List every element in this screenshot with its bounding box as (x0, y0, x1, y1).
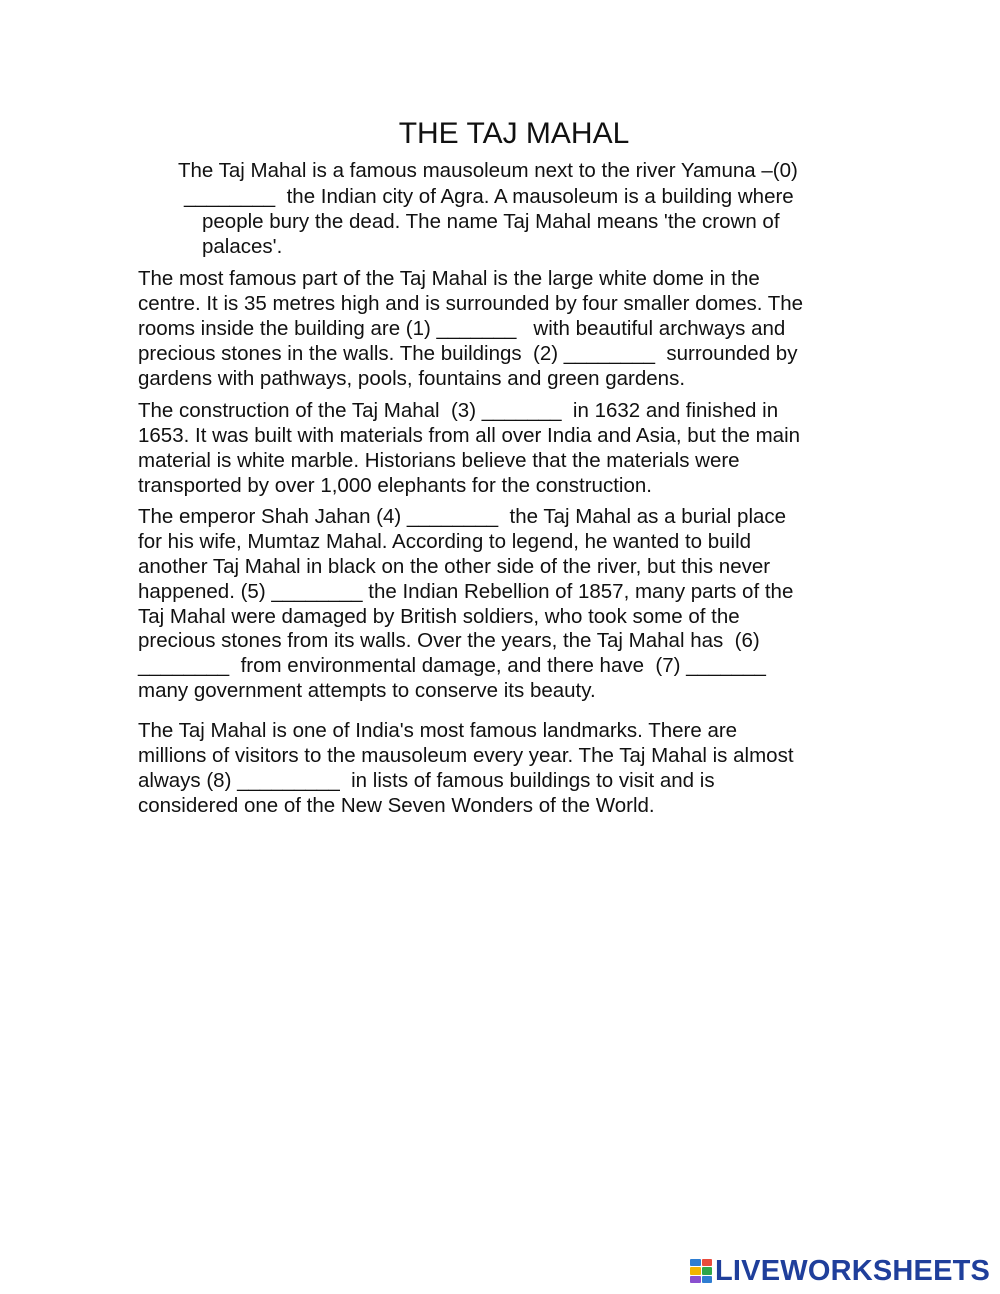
text-line-with-blank-2: precious stones in the walls. The buildings (2) ________ surrounded by (138, 342, 798, 365)
text-line: The most famous part of the Taj Mahal is the large white dome in the (138, 267, 760, 290)
logo-square (690, 1276, 701, 1283)
text-line-with-blank-0: ________ the Indian city of Agra. A mausoleum is a building where (184, 185, 794, 208)
text-line-with-blank-3: The construction of the Taj Mahal (3) _______ in 1632 and finished in (138, 399, 779, 422)
text-line: considered one of the New Seven Wonders of the World. (138, 794, 655, 817)
text-line: The Taj Mahal is a famous mausoleum next to the river Yamuna –(0) (178, 159, 798, 182)
text-line: many government attempts to conserve its beauty. (138, 679, 596, 702)
logo-square (702, 1259, 713, 1266)
text-line: precious stones from its walls. Over the years, the Taj Mahal has (6) (138, 629, 760, 652)
logo-square (690, 1259, 701, 1266)
text-line: another Taj Mahal in black on the other side of the river, but this never (138, 555, 771, 578)
liveworksheets-logo (690, 1255, 990, 1287)
text-line: millions of visitors to the mausoleum every year. The Taj Mahal is almost (138, 744, 794, 767)
logo-square (690, 1267, 701, 1274)
text-line: material is white marble. Historians believe that the materials were (138, 449, 740, 472)
text-line-with-blanks-6-7: ________ from environmental damage, and there have (7) _______ (138, 654, 766, 677)
logo-square (702, 1276, 713, 1283)
text-line: 1653. It was built with materials from all over India and Asia, but the main (138, 424, 801, 447)
text-line: palaces'. (202, 235, 283, 258)
text-line: transported by over 1,000 elephants for the construction. (138, 474, 652, 497)
text-line: for his wife, Mumtaz Mahal. According to legend, he wanted to build (138, 530, 752, 553)
text-line: Taj Mahal were damaged by British soldiers, who took some of the (138, 605, 740, 628)
text-line: people bury the dead. The name Taj Mahal means 'the crown of (202, 210, 780, 233)
text-line-with-blank-5: happened. (5) ________ the Indian Rebellion of 1857, many parts of the (138, 580, 794, 603)
text-line: The Taj Mahal is one of India's most famous landmarks. There are (138, 719, 738, 742)
logo-grid-icon (690, 1259, 712, 1283)
text-line: centre. It is 35 metres high and is surrounded by four smaller domes. The (138, 292, 804, 315)
text-line-with-blank-4: The emperor Shah Jahan (4) ________ the Taj Mahal as a burial place (138, 505, 787, 528)
text-line: gardens with pathways, pools, fountains and green gardens. (138, 367, 686, 390)
worksheet-title: THE TAJ MAHAL (398, 117, 630, 150)
logo-square (702, 1267, 713, 1274)
text-line-with-blank-8: always (8) _________ in lists of famous buildings to visit and is (138, 769, 715, 792)
text-line-with-blank-1: rooms inside the building are (1) _______ with beautiful archways and (138, 317, 786, 340)
logo-text: LIVEWORKSHEETS (715, 1255, 991, 1287)
